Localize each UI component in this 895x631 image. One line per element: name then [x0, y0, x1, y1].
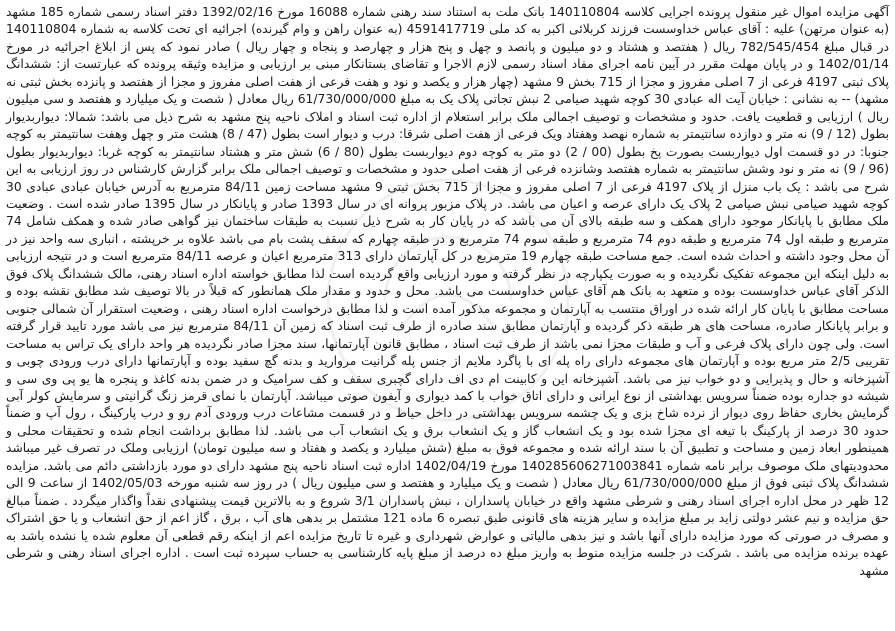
auction-notice-text: آگهی مزایده اموال غیر منقول پرونده اجرایی کلاسه 140110804 بانک ملت به استناد سند رهنی شماره 16088 مورخ 1392/02/16 دفتر اسناد رسمی شماره 185 مشهد (به عنوان مرتهن) علیه : آقای عباس خداوسست فرزند کربلائی اکبر به کد ملی 4591417719 (به عنوان راهن و وام گیرنده) اجرائیه ای تحت کلاسه به شماره 140110804 در قبال مبلغ 782/545/454 ریال ( هفتصد و هشتاد و دو میلیون و پانصد و چهل و پنج هزار و چهارصد و پنجاه و چهار ریال ) صادر نمود که پس از ابلاغ اجرائیه در مورخ 1402/01/14 و در پایان مهلت مقرر در آیین نامه اجرای مفاد اسناد رسمی لازم الاجرا و تقاضای بستانکار مبنی بر ارزیابی و مزایده وثیقه پرونده که عبارتست از: ششدانگ پلاک ثبتی 4197 فرعی از 7 اصلی مفروز و مجزا از 715 بخش 9 مشهد (چهار هزار و یکصد و نود و هفت فرعی از هفت اصلی مفروز و مجزا از هفتصد و پانزده بخش ثبتی نه مشهد) -- به نشانی : خیابان آیت اله عبادی 30 کوچه شهید صیامی 2 نبش تجاتی پلاک یک به مبلغ 61/730/000/000 ریال معادل ( شصت و یک میلیارد و هفتصد و سی میلیون ریال ) ارزیابی و قطعیت یافت. حدود و مشخصات و توصیف اجمالی ملک برابر استعلام از اداره ثبت اسناد و املاک ناحیه پنج مشهد به شرح ذیل می باشد: شمالا: دیواربدیوار بطول (12 / 9) نه متر و دوازده سانتیمتر به شماره نهصد وهفتاد ویک فرعی از هفت اصلی شرقا: درب و دیوار است بطول (47 / 8) هشت متر و چهل وهفت سانتیمتر به کوچه جنوبا: در دو قسمت اول دیواربست بصورت پخ بطول (00 / 2) دو متر به کوچه دوم دیواربست بطول (80 / 6) شش متر و هشتاد سانتیمتر به کوچه غربا: دیواربدیوار بطول (96 / 9) نه متر و نود وشش سانتیمتر به شماره هفتصد وشانزده فرعی از هفت اصلی حدود و مشخصات و توصیف اجمالی ملک برابر گزارش کارشناس در روز ارزیابی به این شرح می باشد : یک باب منزل از پلاک 4197 فرعی از 7 اصلی مفروز و مجزا از 715 بخش ثبتی 9 مشهد مساحت زمین 84/11 مترمربع به آدرس خیابان عبادی عبادی 30 کوچه شهید صیامی نبش صیامی 2 پلاک یک دارای عرصه و اعیان می باشد. در پلاک مزبور پروانه ای در سال 1393 صادر و پایانکار در سال 1395 صادر شده است . وضعیت ملک مطابق با پایانکار موجود دارای همکف و سه طبقه بالای آن می باشد که در پایان کار به شرح ذیل نسبت به طبقات ساختمان نیز گواهی صادر شده و همکف شامل 74 مترمربع و طبقه اول 74 مترمربع و طبقه دوم 74 مترمربع و طبقه سوم 74 مترمربع و در طبقه چهارم که سقف پشت بام می باشد علاوه بر خرپشته ، انباری سه واحد نیز در آن محل وجود داشته و احداث شده است. جمع مساحت طبقه چهارم 19 مترمربع در کل آپارتمان دارای 313 مترمربع اعیان و عرصه 84/11 مترمربع است و در نتیجه ارزیابی به دلیل اینکه این مجموعه تفکیک نگردیده و به صورت یکپارچه در نظر گرفته و مورد ارزیابی واقع گردیده است لذا مطابق خواسته اداره اسناد رهنی، مالک ششدانگ پلاک فوق الذکر آقای عباس خداوسست بوده و متعهد به بانک هم آقای عباس خداوسست می باشد. محل و حدود و مقدار ملک همانطور که قبلاً در بالا توصیف شد مطابق نقشه بوده و مساحت مطابق با پایان کار ارائه شده در اوراق منتسب به آپارتمان و مجموعه مذکور آمده است و لذا مطابق درخواست اداره اسناد رهنی ، وضعیت استقرار آن شمالی جنوبی و برابر پایانکار صادره، مساحت های هر طبقه ذکر گردیده و آپارتمان مطابق سند صادره از طرف ثبت اسناد که زمین آن 84/11 مترمربع نیز می باشد مورد تایید قرار گرفته است. ولی چون دارای پلاک فرعی و آب و طبقات مجزا نمی باشد از طرف ثبت اسناد ، مطابق قانون آپارتمانها، سند مجزا صادر نگردیده هر واحد دارای یک تراس به مساحت تقریبی 2/5 متر مربع بوده و آپارتمان های مجموعه دارای راه پله ای با پاگرد ملایم از جنس پله گرانیت مروارید و بدنه گچ سفید بوده و آپارتمانها دارای درب ورودی چوبی و آشپزخانه و حال و پذیرایی و دو خواب نیز می باشد. آشپزخانه این و کابینت ام دی اف دارای گچبری سقف و کف سرامیک و در ضمن بدنه کاغذ و پنجره ها یو پی وی سی و شیشه دو جداره بوده ضمناً سرویس بهداشتی از نوع ایرانی و دارای اتاق خواب با کمد دیواری و آیفون صوتی میباشد. آپارتمان با نمای قرمز زنگ گرانیتی و سرمایش کولر آبی گرمایش بخاری حفاظ روی دیوار از نرده شاخ بزی و یک چشمه سرویس بهداشتی در داخل حیاط و در قسمت مشاعات درب ورودی آدم رو و درب پارکینگ ، رول آپ و ضمناً حدود 30 درصد از پارکینگ با تیغه ای مجزا شده بود و یک انشعاب گاز و یک انشعاب برق و یک انشعاب آب می باشد. لذا مطابق برداشت انجام شده و تحقیقات محلی و همینطور ابعاد زمین و مساحت و تطبیق آن با سند ارائه شده و مجموعه فوق به مبلغ (شش میلیارد و یکصد و هفتاد و سه میلیون تومان) ارزیابی وملک در تصرف غیر میباشد محدودیتهای ملک موصوف برابر نامه شماره 140285606271003841 مورخ 1402/04/19 اداره ثبت اسناد ناحیه پنج مشهد دارای دو مورد بازداشتی دائم می باشد. مزایده ششدانگ پلاک ثبتی فوق از مبلغ 61/730/000/000 ریال معادل ( شصت و یک میلیارد و هفتصد و سی میلیون ریال ) در روز سه شنبه مورخه 1402/05/03 از ساعت 9 الی 12 ظهر در محل اداره اجرای اسناد رهنی و شرطی مشهد واقع در خیابان پاسداران ، نبش پاسداران 3/1 شروع و به بالاترین قیمت پیشنهادی نقداً واگذار میگردد . ضمناً مبالغ حق مزایده و نیم عشر دولتی زاید بر مبلغ مزایده و سایر هزینه های قانونی طبق تبصره 6 ماده 121 مشتمل بر بدهی های آب ، برق ، گاز اعم از حق انشعاب و یا حق اشتراک و مصرف در صورتی که مورد مزایده دارای آنها باشد و نیز بدهی مالیاتی و عوارض شهرداری و غیره تا تاریخ مزایده اعم از اینکه رقم قطعی آن معلوم شده یا نشده باشد به عهده برنده مزایده می باشد . شرکت در جلسه مزایده منوط به واریز مبلغ ده درصد از مبلغ پایه کارشناسی به حساب سپرده ثبت است . اداره اجرای اسناد رهنی و شرطی مشهد: [6, 5, 890, 578]
